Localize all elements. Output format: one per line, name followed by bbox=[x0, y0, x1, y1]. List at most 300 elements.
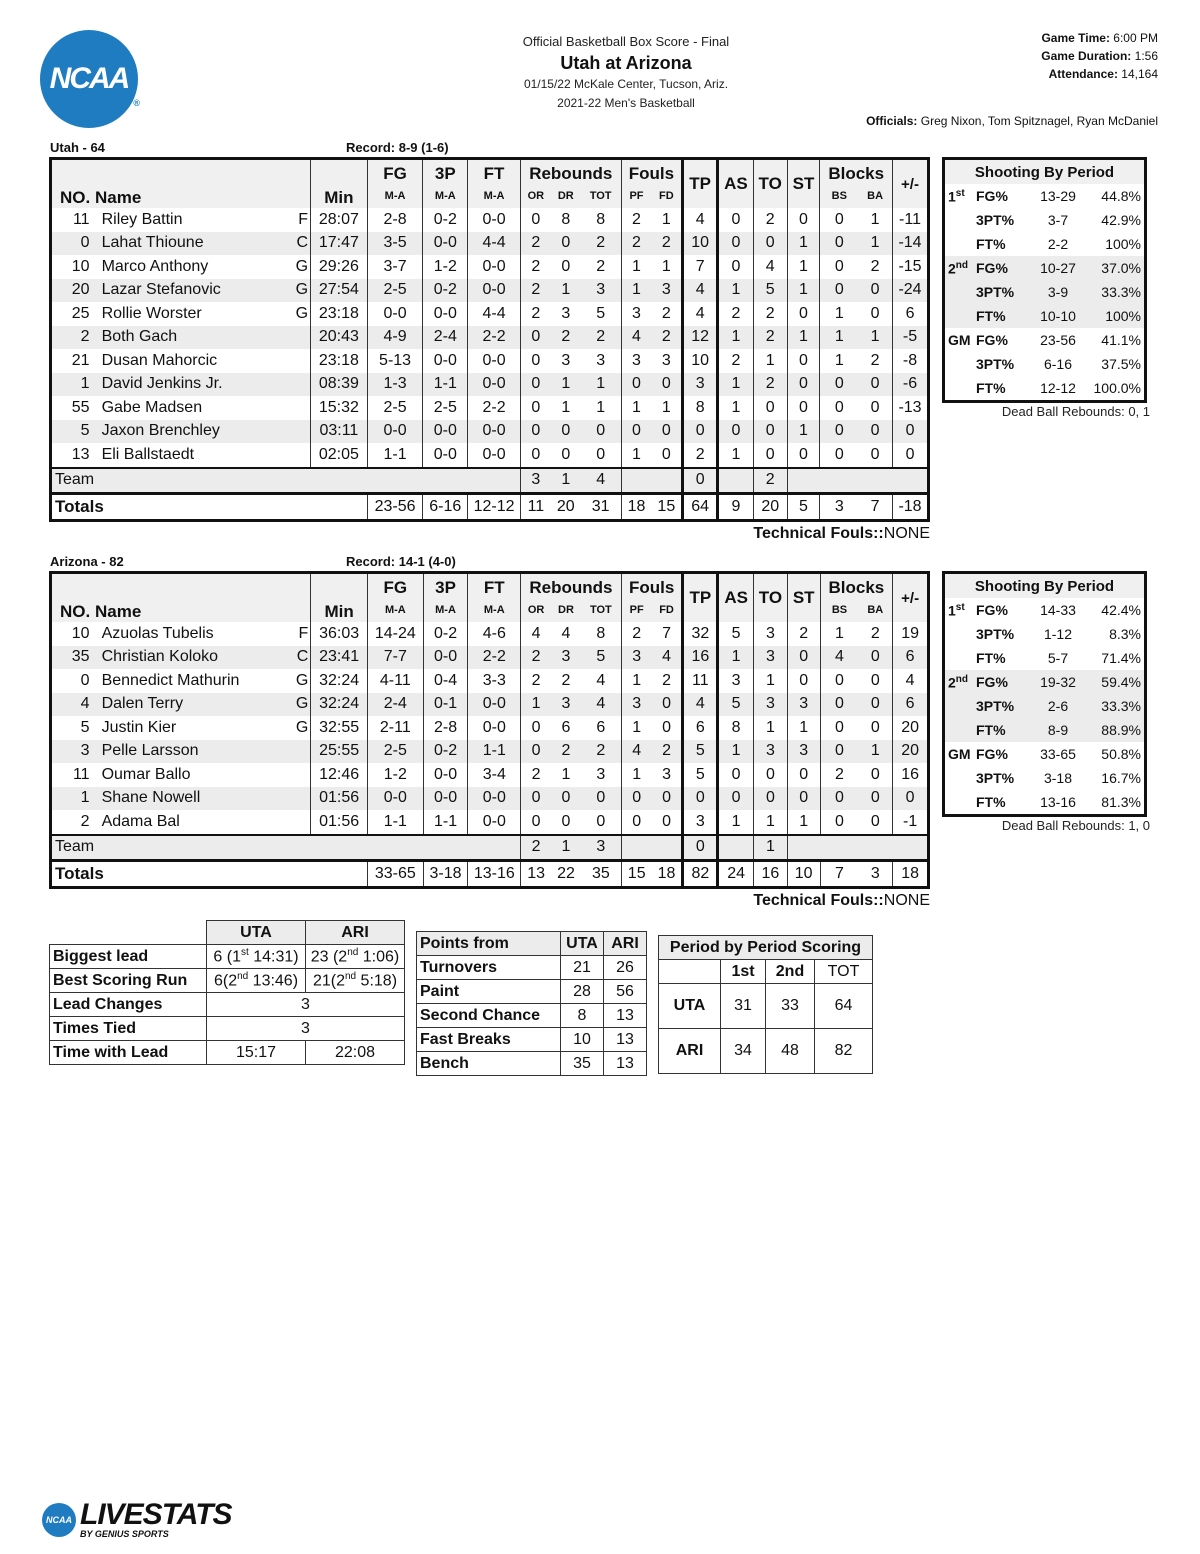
made-attempted: 23-56 bbox=[1040, 332, 1076, 348]
game-time: 6:00 PM bbox=[1113, 31, 1158, 45]
total-or: 13 bbox=[521, 861, 551, 888]
stat-bs: 0 bbox=[820, 443, 858, 468]
stat-pf: 4 bbox=[621, 740, 651, 764]
stat-st: 1 bbox=[787, 810, 820, 835]
stat-st: 0 bbox=[787, 763, 820, 787]
stat-tp3: 0-0 bbox=[423, 646, 468, 670]
stat-bs: 0 bbox=[820, 279, 858, 303]
total-fd: 15 bbox=[651, 494, 682, 521]
stat-to: 4 bbox=[753, 255, 787, 279]
player-row bbox=[51, 763, 929, 787]
player-position bbox=[290, 349, 310, 373]
player-name: Dalen Terry bbox=[94, 693, 291, 717]
player-row bbox=[51, 420, 929, 444]
stat-pf: 0 bbox=[621, 787, 651, 811]
total-ba: 7 bbox=[858, 494, 892, 521]
stat-tp3: 0-0 bbox=[423, 443, 468, 468]
player-number: 11 bbox=[72, 765, 90, 783]
stat-or: 2 bbox=[520, 255, 550, 279]
stat-tp: 10 bbox=[683, 349, 718, 373]
stat-ft: 2-2 bbox=[468, 646, 521, 670]
stat-tp3: 0-0 bbox=[423, 420, 468, 444]
percentage: 71.4% bbox=[1101, 650, 1141, 666]
stat-fg: 3-5 bbox=[367, 232, 423, 256]
game-flow-row: Times Tied 3 bbox=[50, 1017, 405, 1041]
game-duration: 1:56 bbox=[1134, 49, 1158, 63]
period-label bbox=[944, 694, 977, 718]
stat-pm: -11 bbox=[893, 208, 929, 232]
stat-min: 03:11 bbox=[311, 420, 368, 444]
total-pf: 15 bbox=[621, 861, 651, 888]
stat-to: 2 bbox=[753, 208, 787, 232]
team-label: Team bbox=[51, 468, 521, 494]
stat-or: 0 bbox=[520, 349, 550, 373]
player-row bbox=[51, 622, 929, 646]
percentage: 41.1% bbox=[1101, 332, 1141, 348]
stat-dr: 2 bbox=[561, 671, 571, 689]
uta-value: 6 (1st 14:31) bbox=[207, 945, 306, 969]
col-header-as: AS bbox=[718, 573, 754, 623]
total-fg: 33-65 bbox=[367, 861, 423, 888]
stat-tp: 5 bbox=[683, 763, 718, 787]
player-name: Eli Ballstaedt bbox=[101, 445, 195, 463]
stat-ba: 0 bbox=[870, 718, 880, 736]
stat-bs: 0 bbox=[820, 396, 858, 420]
shooting-row-p2-ft: FT% 8-9 88.9% bbox=[944, 718, 1146, 742]
stat-to: 2 bbox=[753, 373, 787, 397]
player-name: Jaxon Brenchley bbox=[94, 420, 291, 444]
stat-pf: 0 bbox=[621, 810, 651, 835]
stat-st: 0 bbox=[787, 208, 820, 232]
stat-or: 0 bbox=[521, 716, 551, 740]
stat-ba: 0 bbox=[870, 812, 880, 830]
stat-ba: 1 bbox=[870, 210, 880, 228]
stat-pf: 1 bbox=[621, 763, 651, 787]
player-position bbox=[290, 420, 310, 444]
stat-tp: 2 bbox=[683, 443, 718, 468]
col-header-ft: FT bbox=[468, 573, 521, 599]
stat-fg: 5-13 bbox=[367, 349, 423, 373]
team-row: Team 3 1 4 0 2 bbox=[51, 468, 929, 494]
arizona-record: Record: 14-1 (4-0) bbox=[346, 554, 456, 569]
player-name: Lazar Stefanovic bbox=[94, 279, 291, 303]
period-row: ARI 34 48 82 bbox=[659, 1029, 873, 1074]
team-label: Team bbox=[51, 835, 521, 861]
period-label bbox=[944, 352, 977, 376]
livestats-tagline: BY GENIUS SPORTS bbox=[80, 1529, 169, 1539]
shooting-row-p2-tp3: 3PT% 2-6 33.3% bbox=[944, 694, 1146, 718]
game-flow-row: Lead Changes 3 bbox=[50, 993, 405, 1017]
stat-fg: 1-1 bbox=[367, 443, 423, 468]
percentage: 59.4% bbox=[1088, 670, 1146, 694]
stat-ba: 0 bbox=[858, 420, 892, 444]
stat-or: 2 bbox=[521, 669, 551, 693]
stat-dr: 0 bbox=[551, 420, 581, 444]
stat-tp: 12 bbox=[683, 326, 718, 350]
utah-technical-fouls: Technical Fouls::NONE bbox=[753, 525, 930, 542]
player-number: 5 bbox=[80, 718, 90, 736]
percentage: 88.9% bbox=[1088, 718, 1146, 742]
player-name: Riley Battin bbox=[101, 210, 183, 228]
stat-ft: 0-0 bbox=[468, 420, 521, 444]
player-row bbox=[51, 443, 929, 468]
player-position bbox=[290, 396, 310, 420]
stat-tot: 8 bbox=[596, 210, 606, 228]
stat-tot: 0 bbox=[581, 787, 621, 811]
stat-tp3: 0-4 bbox=[423, 669, 468, 693]
stat-st: 0 bbox=[787, 302, 820, 326]
stat-min: 12:46 bbox=[311, 763, 368, 787]
total-bs: 7 bbox=[820, 861, 858, 888]
player-row bbox=[51, 740, 929, 764]
stat-ft: 1-1 bbox=[468, 740, 521, 764]
stat-tp3: 2-8 bbox=[423, 716, 468, 740]
stat-tot: 2 bbox=[581, 740, 621, 764]
stat-fd: 2 bbox=[652, 740, 683, 764]
made-attempted: 6-16 bbox=[1043, 356, 1073, 372]
total-to: 20 bbox=[753, 494, 787, 521]
period-label bbox=[944, 646, 977, 670]
stat-ft: 4-4 bbox=[468, 302, 521, 326]
total-pf: 18 bbox=[621, 494, 651, 521]
stat-to: 0 bbox=[754, 763, 788, 787]
stat-bs: 0 bbox=[820, 420, 858, 444]
livestats-logo bbox=[42, 1500, 232, 1539]
stat-tot: 3 bbox=[581, 279, 621, 303]
stat-dr: 2 bbox=[551, 740, 581, 764]
player-row bbox=[51, 693, 929, 717]
player-name: Lahat Thioune bbox=[94, 232, 291, 256]
shooting-row-p2-tp3: 3PT% 3-9 33.3% bbox=[944, 280, 1146, 304]
stat-as: 0 bbox=[718, 763, 754, 787]
stat-fg: 0-0 bbox=[367, 787, 423, 811]
stat-ft: 0-0 bbox=[468, 349, 521, 373]
stat-tp: 4 bbox=[683, 302, 718, 326]
player-row bbox=[51, 787, 929, 811]
player-number: 11 bbox=[72, 210, 90, 228]
stat-tot: 0 bbox=[596, 445, 606, 463]
game-flow-row: Biggest lead 6 (1st 14:31) 23 (2nd 1:06) bbox=[50, 945, 405, 969]
made-attempted: 3-7 bbox=[1047, 212, 1069, 228]
stat-tot: 6 bbox=[596, 718, 606, 736]
totals-row bbox=[51, 494, 929, 521]
stat-pf: 0 bbox=[621, 373, 651, 397]
stat-or: 0 bbox=[520, 443, 550, 468]
stat-to: 2 bbox=[753, 302, 787, 326]
stat-bs: 4 bbox=[820, 646, 858, 670]
player-number: 1 bbox=[51, 787, 94, 811]
percentage: 50.8% bbox=[1101, 746, 1141, 762]
stat-fg: 2-11 bbox=[367, 716, 423, 740]
player-number: 55 bbox=[71, 398, 90, 416]
stat-st: 0 bbox=[787, 646, 820, 670]
col-header-tp: TP bbox=[683, 159, 718, 209]
period-label bbox=[944, 376, 977, 402]
stat-ft: 3-4 bbox=[468, 763, 521, 787]
player-position: G bbox=[295, 671, 309, 689]
period-label: 2nd bbox=[944, 670, 977, 694]
made-attempted: 5-7 bbox=[1047, 650, 1069, 666]
stat-ba: 2 bbox=[870, 351, 880, 369]
total-dr: 20 bbox=[551, 494, 581, 521]
player-number: 1 bbox=[51, 373, 94, 397]
stat-as: 1 bbox=[718, 810, 754, 835]
stat-or: 4 bbox=[521, 622, 551, 646]
shooting-row-p1-tp3: 3PT% 3-7 42.9% bbox=[944, 208, 1146, 232]
stat-min: 29:26 bbox=[311, 255, 368, 279]
player-row bbox=[51, 349, 929, 373]
stat-st: 1 bbox=[787, 716, 820, 740]
stat-as: 1 bbox=[718, 373, 754, 397]
period-label bbox=[944, 718, 977, 742]
stat-ba: 0 bbox=[858, 646, 892, 670]
percentage: 42.9% bbox=[1101, 212, 1141, 228]
stat-or: 0 bbox=[521, 740, 551, 764]
stat-tot: 4 bbox=[581, 693, 621, 717]
stat-ba: 0 bbox=[870, 765, 880, 783]
total-fg: 23-56 bbox=[367, 494, 423, 521]
stat-dr: 6 bbox=[561, 718, 571, 736]
stat-tp3: 0-2 bbox=[423, 622, 468, 646]
stat-dr: 2 bbox=[551, 326, 581, 350]
stat-fg: 7-7 bbox=[367, 646, 423, 670]
points-from-row: Turnovers 21 26 bbox=[417, 956, 647, 980]
shooting-row-p1-ft: FT% 5-7 71.4% bbox=[944, 646, 1146, 670]
made-attempted: 19-32 bbox=[1028, 670, 1088, 694]
stat-ft: 0-0 bbox=[468, 693, 521, 717]
stat-pm: -14 bbox=[893, 232, 929, 256]
stat-ba: 1 bbox=[858, 740, 892, 764]
stat-tp3: 0-0 bbox=[423, 232, 468, 256]
game-info: Game Time: 6:00 PM Game Duration: 1:56 Attendance: 14,164 bbox=[1041, 31, 1158, 81]
stat-fg: 2-5 bbox=[367, 396, 423, 420]
stat-to: 5 bbox=[753, 279, 787, 303]
arizona-dead-ball-rebounds: Dead Ball Rebounds: 1, 0 bbox=[1001, 818, 1150, 833]
total-as: 9 bbox=[718, 494, 754, 521]
stat-pm: 6 bbox=[893, 302, 929, 326]
shooting-row-gm-ft: FT% 13-16 81.3% bbox=[944, 790, 1146, 816]
player-number: 4 bbox=[51, 693, 94, 717]
stat-dr: 1 bbox=[551, 279, 581, 303]
stat-fd: 3 bbox=[651, 279, 682, 303]
utah-shooting-by-period bbox=[942, 157, 1147, 403]
stat-to: 1 bbox=[754, 716, 788, 740]
stat-min: 27:54 bbox=[311, 279, 368, 303]
stat-to: 3 bbox=[754, 740, 788, 764]
stat-tp3: 0-0 bbox=[423, 763, 468, 787]
stat-pf: 0 bbox=[621, 420, 651, 444]
stat-as: 1 bbox=[718, 740, 754, 764]
stat-pm: 0 bbox=[893, 787, 929, 811]
col-header-to: TO bbox=[754, 573, 788, 623]
officials: Officials: Greg Nixon, Tom Spitznagel, Ryan McDaniel bbox=[866, 114, 1158, 128]
stat-pf: 1 bbox=[621, 669, 651, 693]
stat-pm: -8 bbox=[893, 349, 929, 373]
period-label bbox=[944, 766, 977, 790]
totals-label: Totals bbox=[51, 494, 368, 521]
stat-tot: 1 bbox=[581, 373, 621, 397]
stat-st: 1 bbox=[787, 420, 820, 444]
stat-as: 1 bbox=[718, 443, 754, 468]
total-bs: 3 bbox=[820, 494, 858, 521]
stat-ft: 4-6 bbox=[468, 622, 521, 646]
box-score-subtitle: Official Basketball Box Score - Final bbox=[522, 34, 730, 49]
stat-pm: -6 bbox=[893, 373, 929, 397]
shooting-row-gm-tp3: 3PT% 3-18 16.7% bbox=[944, 766, 1146, 790]
stat-bs: 0 bbox=[820, 740, 858, 764]
stat-min: 01:56 bbox=[311, 787, 368, 811]
stat-tp3: 1-1 bbox=[423, 810, 468, 835]
stat-min: 28:07 bbox=[311, 208, 368, 232]
player-number: 20 bbox=[51, 279, 94, 303]
points-from-row: Bench 35 13 bbox=[417, 1052, 647, 1076]
stat-fd: 7 bbox=[662, 624, 671, 642]
stat-as: 1 bbox=[718, 396, 754, 420]
stat-pm: 19 bbox=[893, 622, 929, 646]
stat-to: 1 bbox=[753, 349, 787, 373]
player-position: G bbox=[295, 257, 309, 275]
player-position bbox=[290, 810, 310, 835]
stat-pf: 2 bbox=[621, 622, 651, 646]
stat-pf: 1 bbox=[621, 255, 651, 279]
stat-tot: 0 bbox=[581, 420, 621, 444]
stat-pm: 0 bbox=[893, 443, 929, 468]
stat-bs: 1 bbox=[820, 622, 858, 646]
period-label: 2nd bbox=[944, 256, 977, 280]
stat-pm: -1 bbox=[893, 810, 929, 835]
stat-pm: 0 bbox=[893, 420, 929, 444]
stat-or: 2 bbox=[520, 279, 550, 303]
stat-fd: 1 bbox=[661, 398, 671, 416]
stat-bs: 0 bbox=[820, 373, 858, 397]
player-row bbox=[51, 810, 929, 835]
stat-ft: 2-2 bbox=[468, 396, 521, 420]
col-header-plus-minus: +/- bbox=[893, 573, 929, 623]
stat-or: 2 bbox=[521, 646, 551, 670]
stat-ft: 0-0 bbox=[468, 279, 521, 303]
stat-dr: 0 bbox=[561, 445, 571, 463]
percentage: 42.4% bbox=[1101, 602, 1141, 618]
stat-tp: 32 bbox=[683, 622, 718, 646]
stat-or: 0 bbox=[520, 208, 550, 232]
stat-ft: 0-0 bbox=[468, 810, 521, 835]
stat-st: 3 bbox=[787, 740, 820, 764]
shooting-row-gm-tp3: 3PT% 6-16 37.5% bbox=[944, 352, 1146, 376]
totals-row bbox=[51, 861, 929, 888]
shooting-row-p1-tp3: 3PT% 1-12 8.3% bbox=[944, 622, 1146, 646]
shooting-row-gm-fg: GM FG% 33-65 50.8% bbox=[944, 742, 1146, 766]
stat-tot: 2 bbox=[581, 326, 621, 350]
player-number: 5 bbox=[51, 420, 94, 444]
stat-pf: 4 bbox=[621, 326, 651, 350]
stat-min: 15:32 bbox=[311, 396, 368, 420]
total-to: 16 bbox=[754, 861, 788, 888]
stat-as: 1 bbox=[718, 326, 754, 350]
player-row bbox=[51, 396, 929, 420]
stat-st: 1 bbox=[787, 232, 820, 256]
stat-fg: 2-4 bbox=[367, 693, 423, 717]
col-header-3p: 3P bbox=[423, 573, 468, 599]
stat-pf: 1 bbox=[621, 396, 651, 420]
col-header-blocks: Blocks bbox=[820, 159, 893, 185]
stat-as: 3 bbox=[718, 669, 754, 693]
stat-min: 32:24 bbox=[311, 669, 368, 693]
player-position: F bbox=[298, 210, 309, 228]
stat-st: 0 bbox=[787, 373, 820, 397]
percentage: 37.5% bbox=[1101, 356, 1141, 372]
stat-as: 5 bbox=[718, 622, 754, 646]
col-header-as: AS bbox=[718, 159, 754, 209]
total-ft: 12-12 bbox=[468, 494, 521, 521]
stat-fd: 4 bbox=[652, 646, 683, 670]
stat-st: 2 bbox=[787, 622, 820, 646]
player-name: David Jenkins Jr. bbox=[94, 373, 291, 397]
shooting-row-p1-fg: 1st FG% 14-33 42.4% bbox=[944, 598, 1146, 622]
stat-st: 0 bbox=[787, 443, 820, 468]
stat-as: 0 bbox=[718, 787, 754, 811]
stat-pm: -15 bbox=[893, 255, 929, 279]
player-position: G bbox=[290, 693, 310, 717]
stat-tp: 3 bbox=[683, 810, 718, 835]
stat-ba: 0 bbox=[858, 787, 892, 811]
stat-fd: 0 bbox=[652, 787, 683, 811]
stat-to: 1 bbox=[754, 669, 788, 693]
stat-ft: 0-0 bbox=[468, 255, 521, 279]
stat-min: 02:05 bbox=[311, 443, 368, 468]
total-tp3: 3-18 bbox=[423, 861, 468, 888]
stat-tp: 7 bbox=[683, 255, 718, 279]
col-header-min: Min bbox=[311, 573, 368, 623]
player-position bbox=[290, 787, 310, 811]
stat-to: 3 bbox=[754, 693, 788, 717]
document-header bbox=[430, 32, 822, 113]
stat-or: 2 bbox=[520, 232, 550, 256]
stat-fd: 2 bbox=[661, 304, 671, 322]
player-name: Bennedict Mathurin bbox=[101, 671, 240, 689]
stat-fg: 1-1 bbox=[367, 810, 423, 835]
stat-st: 0 bbox=[787, 349, 820, 373]
total-fd: 18 bbox=[652, 861, 683, 888]
player-row bbox=[51, 669, 929, 693]
stat-tp: 0 bbox=[683, 420, 718, 444]
made-attempted: 8-9 bbox=[1028, 718, 1088, 742]
total-st: 5 bbox=[787, 494, 820, 521]
stat-or: 1 bbox=[521, 693, 551, 717]
made-attempted: 12-12 bbox=[1040, 380, 1076, 396]
made-attempted: 14-33 bbox=[1040, 602, 1076, 618]
stat-or: 0 bbox=[520, 396, 550, 420]
total-tp: 64 bbox=[683, 494, 718, 521]
stat-bs: 1 bbox=[820, 326, 858, 350]
shooting-row-gm-ft: FT% 12-12 100.0% bbox=[944, 376, 1146, 402]
player-position bbox=[290, 763, 310, 787]
stat-st: 1 bbox=[787, 255, 820, 279]
venue-line: 01/15/22 McKale Center, Tucson, Ariz. bbox=[523, 77, 729, 91]
player-position: G bbox=[290, 279, 310, 303]
percentage: 33.3% bbox=[1088, 694, 1146, 718]
stat-fd: 1 bbox=[661, 210, 671, 228]
percentage: 100% bbox=[1105, 236, 1141, 252]
made-attempted: 3-18 bbox=[1043, 770, 1073, 786]
stat-ba: 0 bbox=[870, 445, 880, 463]
stat-dr: 3 bbox=[551, 693, 581, 717]
player-name: Justin Kier bbox=[101, 718, 177, 736]
col-header-st: ST bbox=[787, 159, 820, 209]
made-attempted: 13-29 bbox=[1040, 188, 1076, 204]
stat-tp: 11 bbox=[683, 669, 718, 693]
stat-to: 0 bbox=[753, 420, 787, 444]
stat-or: 0 bbox=[520, 373, 550, 397]
